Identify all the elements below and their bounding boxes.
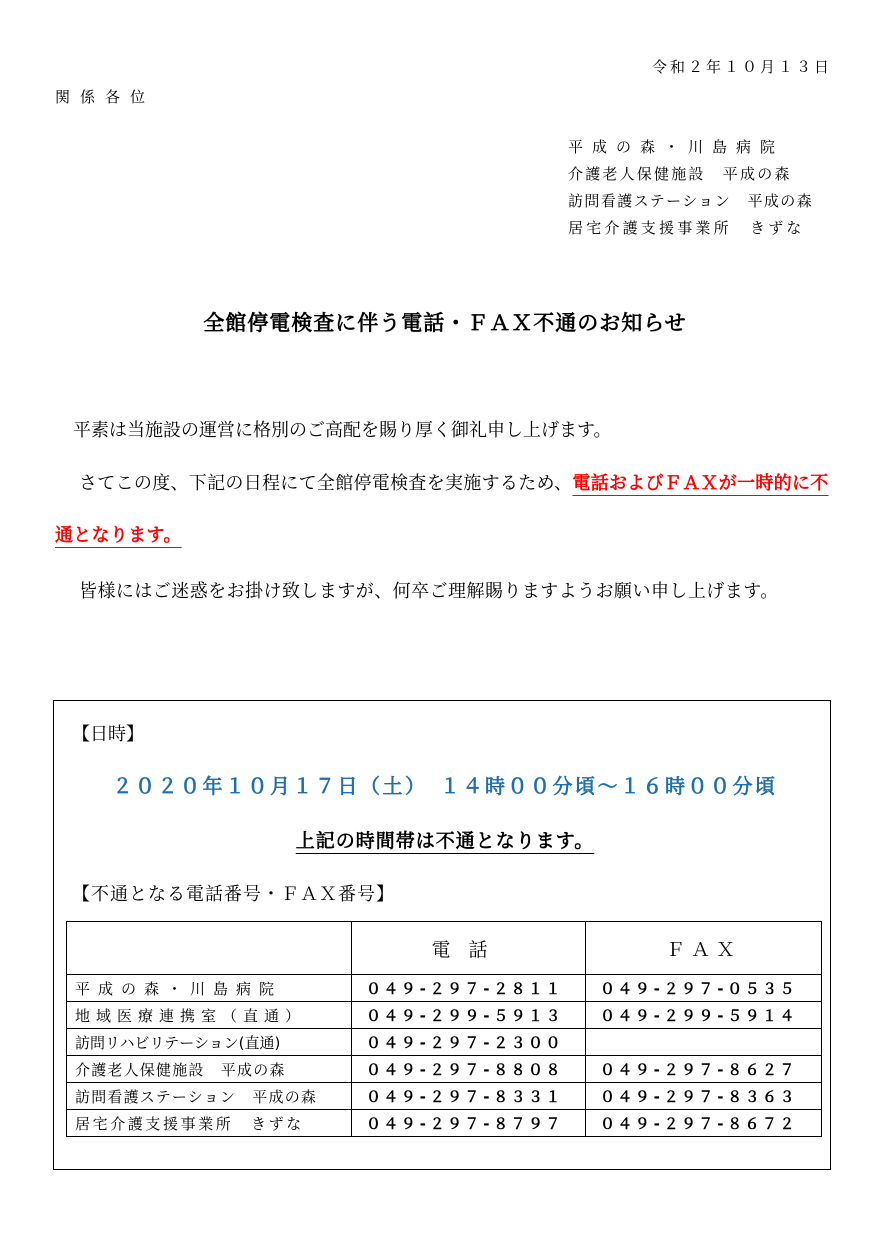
phone-fax-table bbox=[66, 921, 822, 1137]
facility-name: 介護老人保健施設 平成の森 bbox=[67, 1056, 352, 1083]
fax-number: ０４９-２９７-８３６３ bbox=[586, 1083, 822, 1110]
table-row bbox=[67, 1110, 822, 1137]
outage-note: 上記の時間帯は不通となります。 bbox=[295, 830, 595, 852]
table-row bbox=[67, 1002, 822, 1029]
facility-name: 訪問看護ステーション 平成の森 bbox=[67, 1083, 352, 1110]
facility-name: 訪問リハビリテーション(直通) bbox=[67, 1029, 352, 1056]
paragraph-announcement bbox=[55, 458, 845, 562]
sender-line: 居宅介護支援事業所 きずな bbox=[568, 219, 805, 237]
table-row bbox=[67, 1056, 822, 1083]
datetime-heading: 【日時】 bbox=[72, 724, 144, 745]
sender-line: 平成の森・川島病院 bbox=[568, 138, 785, 156]
document-date: 令和２年１０月１３日 bbox=[651, 58, 832, 76]
fax-number: ０４９-２９７-８６７２ bbox=[586, 1110, 822, 1137]
fax-number: ０４９-２９７-８６２７ bbox=[586, 1056, 822, 1083]
tel-number: ０４９-２９９-５９１３ bbox=[352, 1002, 586, 1029]
document-title: 全館停電検査に伴う電話・ＦＡＸ不通のお知らせ bbox=[203, 311, 687, 335]
tel-number: ０４９-２９７-２８１１ bbox=[352, 975, 586, 1002]
sender-line: 介護老人保健施設 平成の森 bbox=[568, 165, 792, 183]
facility-name: 居宅介護支援事業所 きずな bbox=[67, 1110, 352, 1137]
paragraph-apology: 皆様にはご迷惑をお掛け致しますが、何卒ご理解賜りますようお願い申し上げます。 bbox=[79, 581, 779, 602]
table-row bbox=[67, 975, 822, 1002]
tel-number: ０４９-２９７-８７９７ bbox=[352, 1110, 586, 1137]
paragraph-greeting: 平素は当施設の運営に格別のご高配を賜り厚く御礼申し上げます。 bbox=[73, 420, 612, 441]
tel-number: ０４９-２９７-２３００ bbox=[352, 1029, 586, 1056]
outage-datetime: ２０２０年１０月１７日（土） １４時００分頃～１６時００分頃 bbox=[112, 774, 778, 798]
sender-line: 訪問看護ステーション 平成の森 bbox=[568, 192, 814, 210]
recipient: 関係各位 bbox=[55, 88, 156, 106]
sender-block bbox=[568, 134, 813, 242]
fax-number bbox=[586, 1029, 822, 1056]
table-row bbox=[67, 1029, 822, 1056]
announcement-text: さてこの度、下記の日程にて全館停電検査を実施するため、 bbox=[79, 473, 573, 494]
outage-highlight: 電話およびＦＡＸが一時的に不通となります。 bbox=[55, 473, 829, 546]
table-header-row bbox=[67, 922, 822, 975]
table-row bbox=[67, 1083, 822, 1110]
tel-number: ０４９-２９７-８３３１ bbox=[352, 1083, 586, 1110]
facility-name: 地域医療連携室（直通） bbox=[67, 1002, 352, 1029]
header-cell-blank bbox=[67, 922, 352, 975]
facility-name: 平成の森・川島病院 bbox=[67, 975, 352, 1002]
numbers-heading: 【不通となる電話番号・ＦＡＸ番号】 bbox=[72, 884, 395, 905]
fax-number: ０４９-２９９-５９１４ bbox=[586, 1002, 822, 1029]
header-cell-fax: ＦＡＸ bbox=[586, 922, 822, 975]
header-cell-tel: 電話 bbox=[352, 922, 586, 975]
fax-number: ０４９-２９７-０５３５ bbox=[586, 975, 822, 1002]
tel-number: ０４９-２９７-８８０８ bbox=[352, 1056, 586, 1083]
